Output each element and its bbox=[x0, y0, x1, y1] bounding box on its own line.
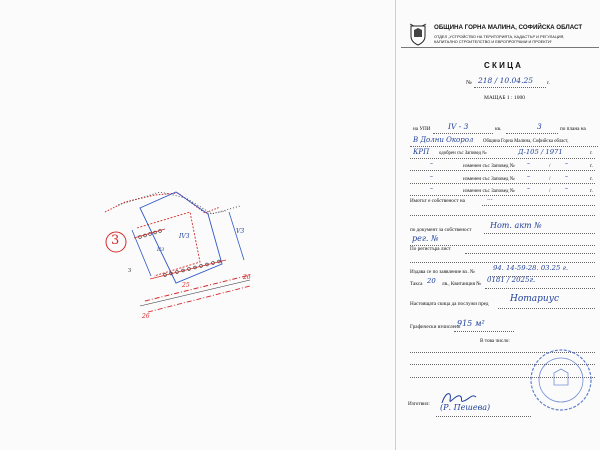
amend-year: – bbox=[565, 173, 568, 180]
amend-label: изменен със Заповед № bbox=[463, 188, 515, 194]
taksa-value: 20 bbox=[427, 277, 436, 285]
road-line-lower bbox=[148, 286, 250, 312]
road-label-right: 26 bbox=[243, 274, 251, 281]
amend-num: – bbox=[527, 173, 530, 180]
amend-g: г. bbox=[590, 188, 593, 194]
register-label: По регистъра лист bbox=[410, 246, 451, 252]
plan-label: по плана на bbox=[560, 126, 586, 132]
order-prefix-value: КРП bbox=[413, 148, 430, 156]
ii3-map-label: II3 bbox=[157, 247, 165, 253]
amend-num: – bbox=[527, 160, 530, 167]
plot-number-label: 3 bbox=[111, 233, 120, 248]
road-line-upper bbox=[145, 275, 250, 301]
order-number-value: Д-105 / 1971 bbox=[518, 148, 563, 156]
owner-value: ... bbox=[487, 195, 493, 202]
amend-g: г. bbox=[590, 163, 593, 169]
amend-dash: – bbox=[430, 160, 433, 167]
road-label-left: 25 bbox=[182, 282, 190, 289]
official-stamp bbox=[528, 347, 594, 413]
sketch-form bbox=[400, 0, 600, 450]
serve-value: Нотариус bbox=[510, 294, 559, 304]
sketch-title: С К И Ц А bbox=[484, 61, 521, 70]
village-label: Община Горна Малина, Софийска област, bbox=[483, 139, 569, 144]
road-end-label: 26 bbox=[142, 313, 150, 320]
coat-of-arms-icon bbox=[408, 22, 428, 46]
kv-label: кв. bbox=[495, 126, 502, 132]
road-axis bbox=[140, 280, 250, 306]
amend-dash: – bbox=[430, 185, 433, 192]
document-value-1: Нот. акт № bbox=[490, 221, 542, 230]
municipality-title: ОБЩИНА ГОРНА МАЛИНА, СОФИЙСКА ОБЛАСТ bbox=[434, 24, 583, 31]
village-value: В Долни Окорол bbox=[413, 136, 474, 144]
neighbour-line-right bbox=[229, 212, 244, 260]
signature-name: (Р. Пешева) bbox=[440, 403, 491, 412]
scale-label: МАЩАБ 1 : 1000 bbox=[484, 95, 525, 101]
order-g-label: г. bbox=[590, 151, 593, 156]
header-rule bbox=[401, 47, 599, 48]
v3-map-label: V3 bbox=[236, 228, 245, 235]
area-value: 915 м² bbox=[457, 319, 485, 328]
upi-label: на УПИ bbox=[413, 126, 431, 132]
approved-label: одобрен със Заповед № bbox=[439, 151, 487, 156]
amend-dash: – bbox=[430, 173, 433, 180]
amend-sep: / bbox=[549, 163, 551, 169]
amend-label: изменен със Заповед № bbox=[463, 163, 515, 169]
sketch-number-prefix: № bbox=[466, 80, 472, 86]
department-line-2: КАПИТАЛНО СТРОИТЕЛСТВО И ЕВРОПРОГРАМИ И ПРОЕКТИ“ bbox=[434, 39, 552, 44]
receipt-value: 0181 / 2025г. bbox=[487, 276, 536, 284]
kv-value: 3 bbox=[537, 122, 542, 131]
upi-value: IV - 3 bbox=[448, 122, 469, 131]
upi-map-label: IV3 bbox=[179, 233, 190, 240]
receipt-label: лв., Квитанция № bbox=[442, 281, 482, 287]
in-words-label: В това число: bbox=[480, 338, 510, 344]
department-line-1: ОТДЕЛ „УСТРОЙСТВО НА ТЕРИТОРИЯТА, КАДАСТЪР И РЕГУЛАЦИЯ, bbox=[434, 34, 565, 39]
signature-label: Изготвил: bbox=[408, 401, 430, 407]
boundary-upper-black bbox=[118, 192, 240, 214]
serve-label: Настоящата скица да послужи пред bbox=[410, 301, 489, 307]
document-label: по документ за собственост bbox=[410, 227, 472, 233]
issued-value: 94. 14-59-28. 03.25 г. bbox=[493, 264, 569, 272]
area-label: Графически изчислено bbox=[410, 324, 461, 330]
sketch-number-suffix: г. bbox=[547, 81, 550, 86]
issued-label: Издава се по заявление вх. № bbox=[410, 269, 476, 275]
amend-num: – bbox=[527, 185, 530, 192]
amend-label: изменен със Заповед № bbox=[463, 176, 515, 182]
amend-g: г. bbox=[590, 176, 593, 182]
sketch-number-value: 218 / 10.04.25 bbox=[478, 76, 534, 85]
owner-label: Имотът е собственост на bbox=[410, 198, 465, 204]
page-divider bbox=[395, 0, 396, 450]
amend-year: – bbox=[565, 185, 568, 192]
amend-sep: / bbox=[549, 188, 551, 194]
taksa-label: Такса bbox=[410, 281, 423, 287]
amend-year: – bbox=[565, 160, 568, 167]
amend-sep: / bbox=[549, 176, 551, 182]
document-value-2: рег. № bbox=[412, 234, 439, 243]
left-number-label: 3 bbox=[128, 268, 131, 274]
